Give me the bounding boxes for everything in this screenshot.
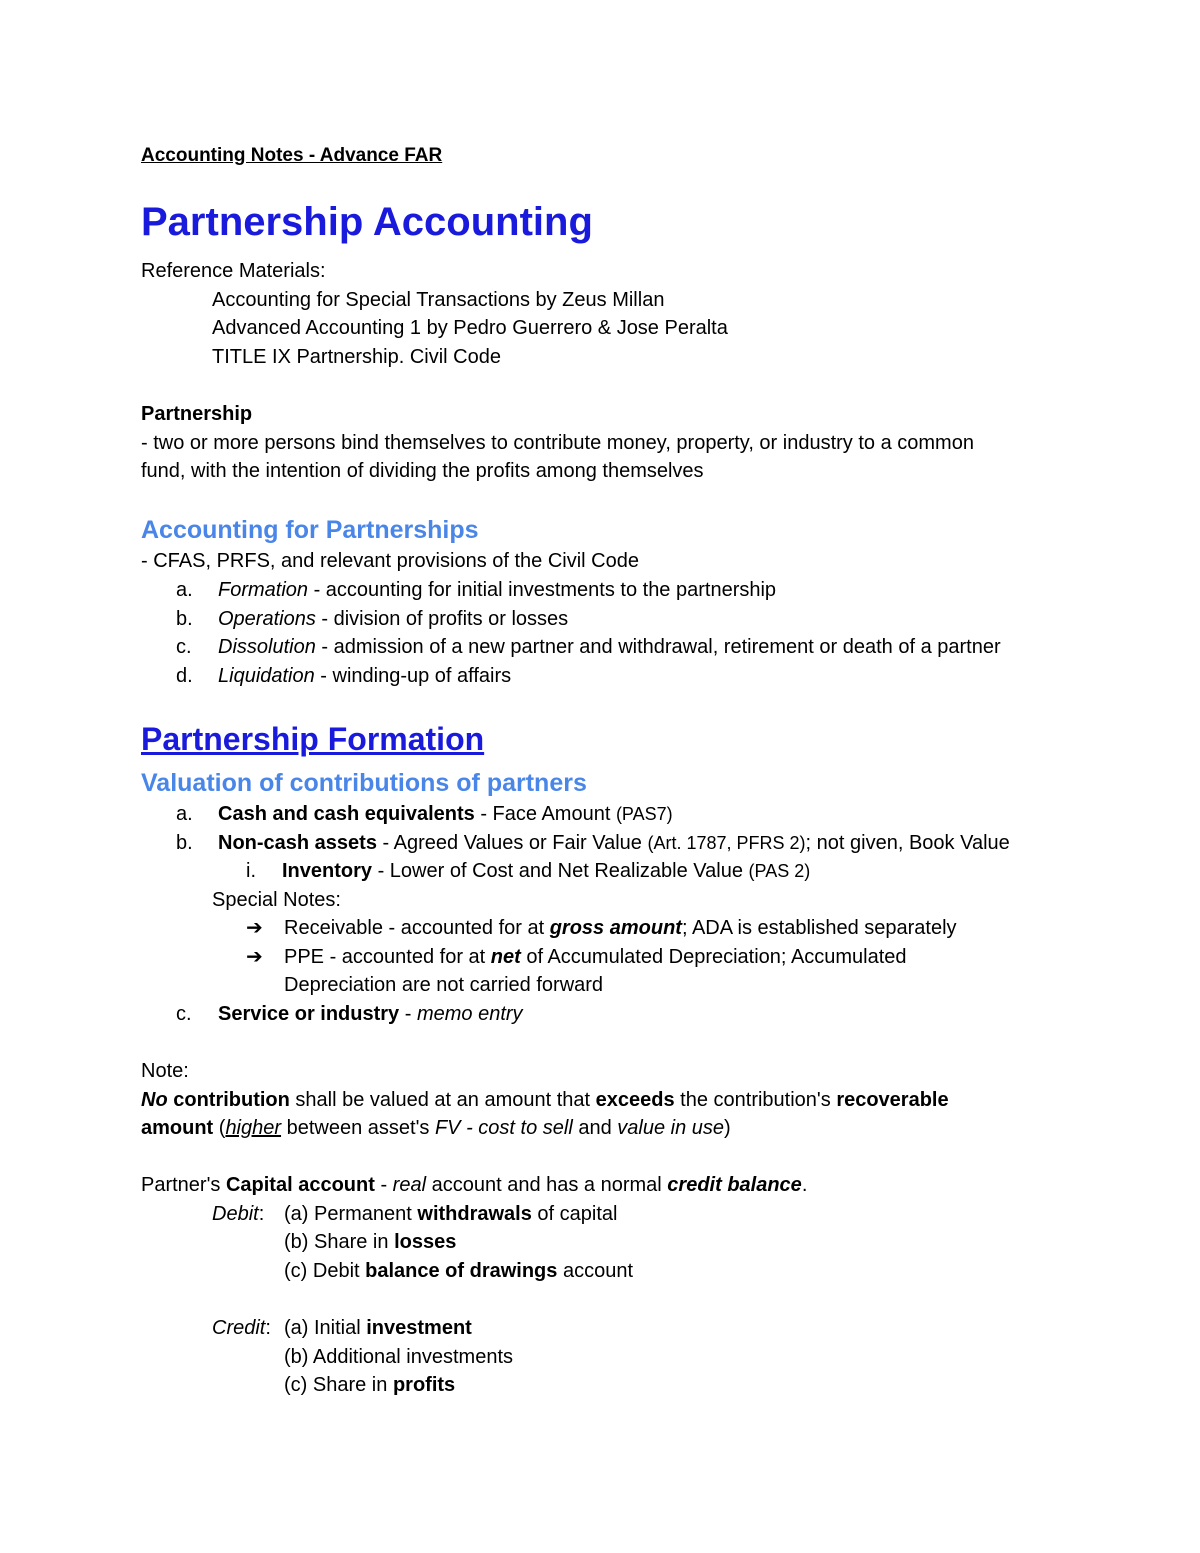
item-bold: investment [366, 1317, 472, 1339]
list-desc: memo entry [416, 1003, 523, 1025]
list-item [176, 662, 511, 691]
note-text: Receivable - accounted for at [284, 917, 550, 939]
list-term: Liquidation [218, 665, 315, 687]
note-text: ( [213, 1117, 226, 1139]
partnership-definition-line: fund, with the intention of dividing the profits among themselves [141, 460, 704, 482]
note-italic: value in use [617, 1117, 724, 1139]
document-header: Accounting Notes - Advance FAR [141, 145, 443, 166]
note-bold: contribution [167, 1089, 290, 1111]
list-desc: - Lower of Cost and Net Realizable Value [372, 860, 749, 882]
arrow-right-icon: ➔ [246, 946, 263, 968]
list-desc: - accounting for initial investments to the partnership [308, 579, 777, 601]
item-text: (a) Initial [284, 1317, 367, 1339]
item-text: account [557, 1260, 633, 1282]
note-text: ) [724, 1117, 731, 1139]
item-text: of capital [531, 1203, 618, 1225]
item-bold: profits [392, 1374, 456, 1396]
list-item [176, 829, 1010, 858]
note-italic: FV - cost to sell [434, 1117, 573, 1139]
special-notes-label: Special Notes: [212, 889, 341, 911]
capital-emphasis: credit balance [667, 1174, 802, 1196]
colon: : [258, 1203, 265, 1225]
debit-item [284, 1200, 617, 1229]
note-emphasis: No [141, 1089, 168, 1111]
dash: - [399, 1003, 417, 1025]
list-term: Service or industry [218, 1003, 400, 1025]
capital-term: Capital account [225, 1174, 375, 1196]
note-text: between asset's [281, 1117, 435, 1139]
section-heading-accounting-for-partnerships: Accounting for Partnerships [141, 516, 479, 544]
list-desc: - division of profits or losses [315, 608, 569, 630]
capital-text: Partner's [141, 1174, 226, 1196]
reference-item: Advanced Accounting 1 by Pedro Guerrero & Jose Peralta [212, 317, 728, 339]
section-heading-partnership-formation: Partnership Formation [141, 721, 485, 757]
list-item [176, 633, 1001, 662]
list-term: Dissolution [218, 636, 316, 658]
list-term: Formation [218, 579, 309, 601]
credit-line [212, 1314, 271, 1343]
list-item [176, 1000, 523, 1029]
credit-item [284, 1371, 455, 1400]
list-term: Non-cash assets [218, 832, 377, 854]
reference-item: Accounting for Special Transactions by Zeus Millan [212, 289, 665, 311]
list-marker: c. [176, 636, 192, 658]
debit-item [284, 1228, 456, 1257]
list-desc: - admission of a new partner and withdrawal, retirement or death of a partner [315, 636, 1001, 658]
list-item [176, 605, 568, 634]
note-continuation: Depreciation are not carried forward [284, 974, 604, 996]
note-underlined: higher [225, 1117, 282, 1139]
note-bold: recoverable [836, 1089, 949, 1111]
list-desc-tail: ; not given, Book Value [805, 832, 1010, 854]
note-bold: exceeds [595, 1089, 675, 1111]
item-text: (b) Share in [284, 1231, 395, 1253]
capital-text: . [801, 1174, 808, 1196]
list-marker: b. [176, 608, 193, 630]
reference-tag: (Art. 1787, PFRS 2) [647, 833, 806, 853]
reference-tag: (PAS 2) [748, 861, 811, 881]
colon: : [265, 1317, 271, 1339]
note-text: the contribution's [674, 1089, 837, 1111]
list-marker: a. [176, 579, 193, 601]
partnership-definition-line: - two or more persons bind themselves to contribute money, property, or industry to a common [141, 432, 974, 454]
list-marker: i. [246, 860, 256, 882]
reference-tag: (PAS7) [615, 804, 673, 824]
list-item [246, 857, 810, 886]
list-item [176, 576, 776, 605]
list-desc: - winding-up of affairs [314, 665, 512, 687]
item-text: (c) Debit [284, 1260, 366, 1282]
list-item [176, 800, 673, 829]
capital-italic: real [392, 1174, 427, 1196]
credit-item [284, 1343, 513, 1372]
note-text: and [572, 1117, 618, 1139]
list-item [246, 943, 907, 972]
list-desc: - Agreed Values or Fair Value [376, 832, 648, 854]
references-label: Reference Materials: [141, 260, 326, 282]
list-term: Operations [218, 608, 316, 630]
note-emphasis: net [490, 946, 521, 968]
list-desc: - Face Amount [474, 803, 616, 825]
credit-item [284, 1314, 472, 1343]
debit-label: Debit [212, 1203, 259, 1225]
item-bold: withdrawals [417, 1203, 532, 1225]
item-bold: balance of drawings [365, 1260, 558, 1282]
dash: - [374, 1174, 393, 1196]
debit-item [284, 1257, 633, 1286]
note-line [141, 1114, 731, 1143]
list-marker: d. [176, 665, 193, 687]
reference-item: TITLE IX Partnership. Civil Code [212, 346, 501, 368]
subheading-valuation: Valuation of contributions of partners [141, 769, 587, 797]
item-bold: losses [394, 1231, 457, 1253]
credit-label: Credit [212, 1317, 266, 1339]
list-marker: b. [176, 832, 193, 854]
note-line [141, 1086, 949, 1115]
arrow-right-icon: ➔ [246, 917, 263, 939]
item-text: (b) Additional investments [284, 1346, 514, 1368]
partnership-term: Partnership [141, 403, 253, 425]
note-text: ; ADA is established separately [681, 917, 957, 939]
item-text: (c) Share in [284, 1374, 393, 1396]
list-term: Inventory [282, 860, 373, 882]
note-label: Note: [141, 1060, 189, 1082]
debit-line [212, 1200, 264, 1229]
item-text: (a) Permanent [284, 1203, 418, 1225]
note-emphasis: gross amount [549, 917, 682, 939]
list-term: Cash and cash equivalents [218, 803, 475, 825]
list-marker: c. [176, 1003, 192, 1025]
page-title: Partnership Accounting [141, 200, 593, 244]
list-marker: a. [176, 803, 193, 825]
capital-text: account and has a normal [426, 1174, 668, 1196]
list-item [246, 914, 957, 943]
note-text: of Accumulated Depreciation; Accumulated [520, 946, 907, 968]
note-text: PPE - accounted for at [284, 946, 491, 968]
capital-account-line [141, 1171, 807, 1200]
note-text: shall be valued at an amount that [289, 1089, 596, 1111]
accounting-for-intro: - CFAS, PRFS, and relevant provisions of the Civil Code [141, 550, 639, 572]
note-bold: amount [141, 1117, 214, 1139]
